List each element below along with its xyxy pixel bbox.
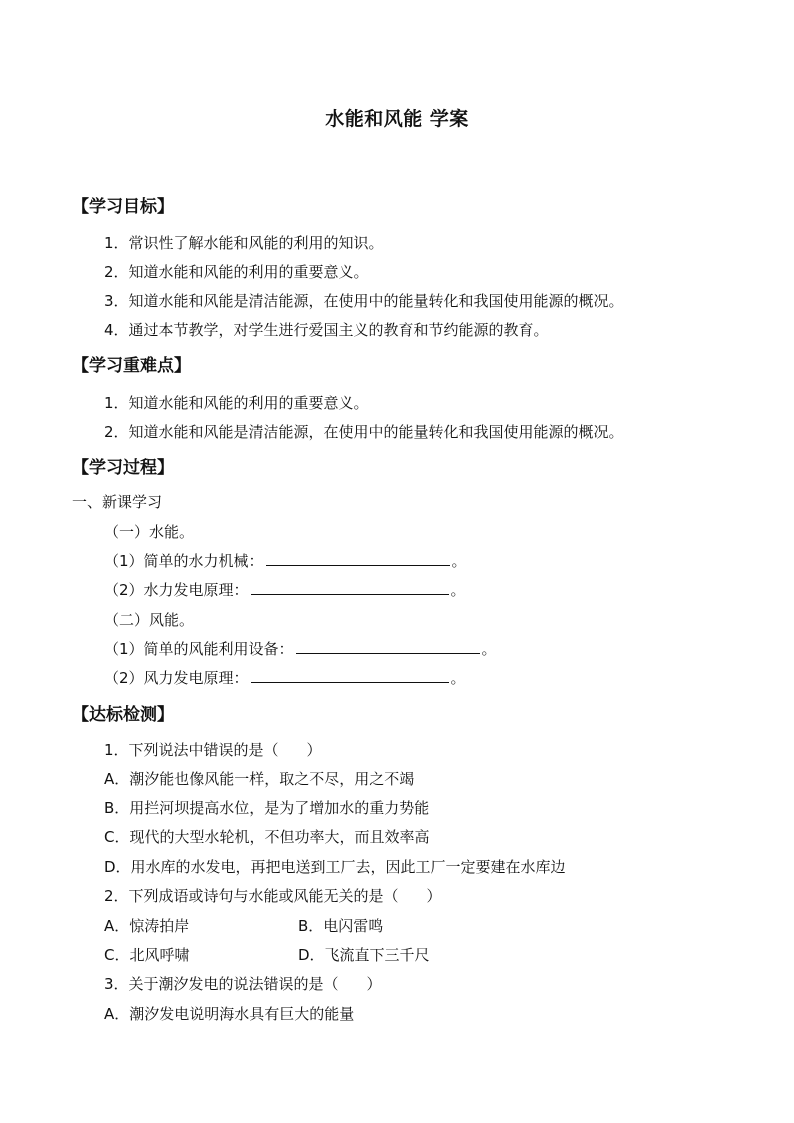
section-heading-test: 【达标检测】 — [72, 705, 174, 725]
period: 。 — [450, 581, 466, 599]
question-text: 3．关于潮汐发电的说法错误的是（ — [104, 975, 339, 993]
question-3-option-a: A．潮汐发电说明海水具有巨大的能量 — [104, 1005, 355, 1023]
question-1-stem — [104, 740, 322, 760]
subsection-wind: （二）风能。 — [104, 611, 195, 629]
period: 。 — [450, 669, 466, 687]
section-heading-goals: 【学习目标】 — [72, 197, 174, 217]
water-question-2 — [104, 580, 466, 600]
goal-item: 2．知道水能和风能的利用的重要意义。 — [104, 263, 369, 281]
close-paren: ） — [306, 741, 322, 759]
period: 。 — [481, 640, 497, 658]
question-label: （1）简单的风能利用设备： — [104, 640, 294, 658]
question-label: （2）水力发电原理： — [104, 581, 249, 599]
question-1-option-d: D．用水库的水发电，再把电送到工厂去，因此工厂一定要建在水库边 — [104, 858, 566, 876]
wind-question-1 — [104, 639, 497, 659]
close-paren: ） — [426, 887, 442, 905]
question-label: （2）风力发电原理： — [104, 669, 249, 687]
question-1-option-b: B．用拦河坝提高水位，是为了增加水的重力势能 — [104, 799, 430, 817]
part-heading: 一、新课学习 — [72, 493, 163, 511]
period: 。 — [451, 552, 467, 570]
section-heading-keypoints: 【学习重难点】 — [72, 356, 191, 376]
section-heading-process: 【学习过程】 — [72, 458, 174, 478]
answer-blank[interactable] — [251, 668, 449, 683]
goal-item: 3．知道水能和风能是清洁能源，在使用中的能量转化和我国使用能源的概况。 — [104, 292, 624, 310]
question-1-option-a: A．潮汐能也像风能一样，取之不尽，用之不竭 — [104, 770, 415, 788]
keypoint-item: 2．知道水能和风能是清洁能源，在使用中的能量转化和我国使用能源的概况。 — [104, 423, 624, 441]
goal-item: 1．常识性了解水能和风能的利用的知识。 — [104, 234, 384, 252]
keypoint-item: 1．知道水能和风能的利用的重要意义。 — [104, 394, 369, 412]
question-2-option-d: D．飞流直下三千尺 — [298, 946, 430, 964]
question-2-option-a: A．惊涛拍岸 — [104, 917, 190, 935]
document-title: 水能和风能 学案 — [325, 108, 469, 130]
answer-blank[interactable] — [266, 551, 450, 566]
answer-blank[interactable] — [251, 580, 449, 595]
question-label: （1）简单的水力机械： — [104, 552, 264, 570]
question-2-option-c: C．北风呼啸 — [104, 946, 190, 964]
question-text: 1．下列说法中错误的是（ — [104, 741, 279, 759]
subsection-water: （一）水能。 — [104, 523, 195, 541]
close-paren: ） — [366, 975, 382, 993]
goal-item: 4．通过本节教学，对学生进行爱国主义的教育和节约能源的教育。 — [104, 321, 549, 339]
question-2-stem — [104, 886, 442, 906]
answer-blank[interactable] — [296, 639, 480, 654]
question-3-stem — [104, 974, 382, 994]
question-text: 2．下列成语或诗句与水能或风能无关的是（ — [104, 887, 399, 905]
wind-question-2 — [104, 668, 466, 688]
question-2-option-b: B．电闪雷鸣 — [298, 917, 384, 935]
question-1-option-c: C．现代的大型水轮机，不但功率大，而且效率高 — [104, 828, 430, 846]
water-question-1 — [104, 551, 467, 571]
